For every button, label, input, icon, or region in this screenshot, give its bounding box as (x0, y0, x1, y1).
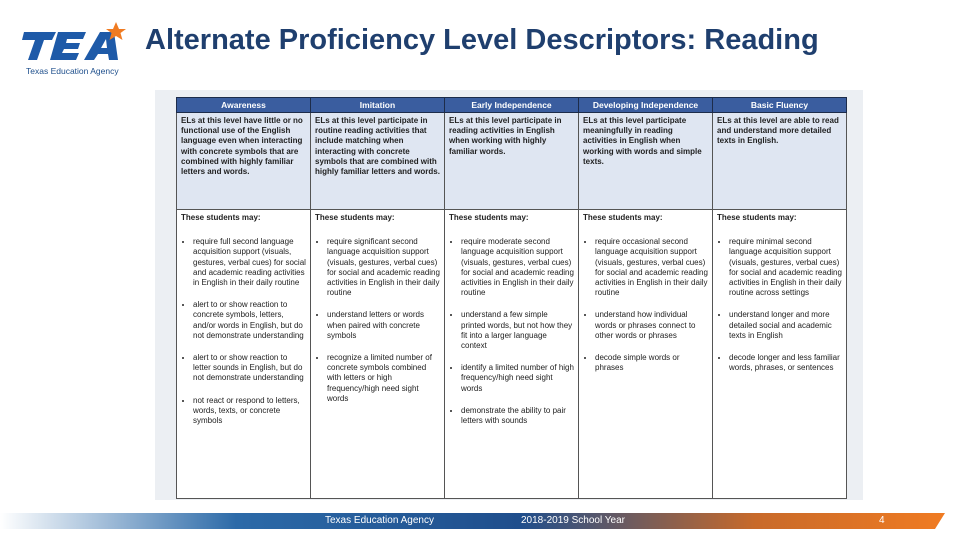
list-item: • require significant second language acquisition support (visuals, gestures, verbal cues) for social and academic reading activities in English in their daily routine (327, 237, 440, 298)
behaviors-cell (579, 210, 713, 499)
cell-intro: These students may: (583, 213, 663, 222)
cell-intro: These students may: (181, 213, 261, 222)
behaviors-cell (177, 210, 311, 499)
list-item: • understand longer and more detailed social and academic texts in English (729, 310, 842, 341)
description-row (177, 113, 847, 210)
level-description: ELs at this level are able to read and understand more detailed texts in English. (713, 113, 847, 210)
cell-intro: These students may: (449, 213, 529, 222)
proficiency-table (176, 97, 847, 499)
column-header: Early Independence (445, 98, 579, 113)
list-item: • require full second language acquisition support (visuals, gestures, verbal cues) for social and academic reading activities in English in their daily routine (193, 237, 306, 288)
column-header: Imitation (311, 98, 445, 113)
footer-bar (0, 513, 960, 529)
behavior-list (449, 237, 574, 426)
list-item: • decode longer and less familiar words, phrases, or sentences (729, 353, 842, 373)
texas-star-logo-icon (22, 20, 132, 64)
list-item: • require moderate second language acquisition support (visuals, gestures, verbal cues) for social and academic reading activities in English in their daily routine (461, 237, 574, 298)
column-header: Awareness (177, 98, 311, 113)
cell-intro: These students may: (717, 213, 797, 222)
header-row (177, 98, 847, 113)
list-item: • require occasional second language acquisition support (visuals, gestures, verbal cues) for social and academic reading activities in English in their daily routine (595, 237, 708, 298)
level-description: ELs at this level participate meaningfully in reading activities in English when working with words and simple texts. (579, 113, 713, 210)
behavior-list (315, 237, 440, 404)
footer-year: 2018-2019 School Year (521, 515, 625, 526)
footer-agency: Texas Education Agency (325, 515, 434, 526)
page-number: 4 (879, 515, 885, 526)
list-item: • understand letters or words when paired with concrete symbols (327, 310, 440, 341)
footer (0, 513, 960, 529)
list-item: • understand a few simple printed words, but not how they fit into a larger language context (461, 310, 574, 351)
list-item: • understand how individual words or phrases connect to other words or phrases (595, 310, 708, 341)
behaviors-row (177, 210, 847, 499)
list-item: • require minimal second language acquisition support (visuals, gestures, verbal cues) for social and academic reading activities in English in their daily routine across settings (729, 237, 842, 298)
list-item: • recognize a limited number of concrete symbols combined with letters or high frequency/high need sight words (327, 353, 440, 404)
level-description: ELs at this level participate in reading activities in English when working with highly familiar words. (445, 113, 579, 210)
list-item: • identify a limited number of high frequency/high need sight words (461, 363, 574, 394)
behavior-list (717, 237, 842, 373)
cell-intro: These students may: (315, 213, 395, 222)
list-item: • demonstrate the ability to pair letters with sounds (461, 406, 574, 426)
behavior-list (583, 237, 708, 373)
page-title: Alternate Proficiency Level Descriptors: Reading (145, 24, 819, 56)
list-item: • alert to or show reaction to concrete symbols, letters, and/or words in English, but do not demonstrate understanding (193, 300, 306, 341)
column-header: Developing Independence (579, 98, 713, 113)
list-item: • alert to or show reaction to letter sounds in English, but do not demonstrate understanding (193, 353, 306, 384)
level-description: ELs at this level participate in routine reading activities that include matching when interacting with concrete symbols that are combined with highly familiar letters and words. (311, 113, 445, 210)
tea-logo (22, 20, 132, 78)
level-description: ELs at this level have little or no functional use of the English language even when interacting with concrete symbols that are combined with highly familiar letters and words. (177, 113, 311, 210)
list-item: • decode simple words or phrases (595, 353, 708, 373)
behavior-list (181, 237, 306, 426)
logo-subtitle: Texas Education Agency (26, 66, 119, 76)
list-item: • not react or respond to letters, words, texts, or concrete symbols (193, 396, 306, 427)
column-header: Basic Fluency (713, 98, 847, 113)
behaviors-cell (713, 210, 847, 499)
behaviors-cell (311, 210, 445, 499)
behaviors-cell (445, 210, 579, 499)
